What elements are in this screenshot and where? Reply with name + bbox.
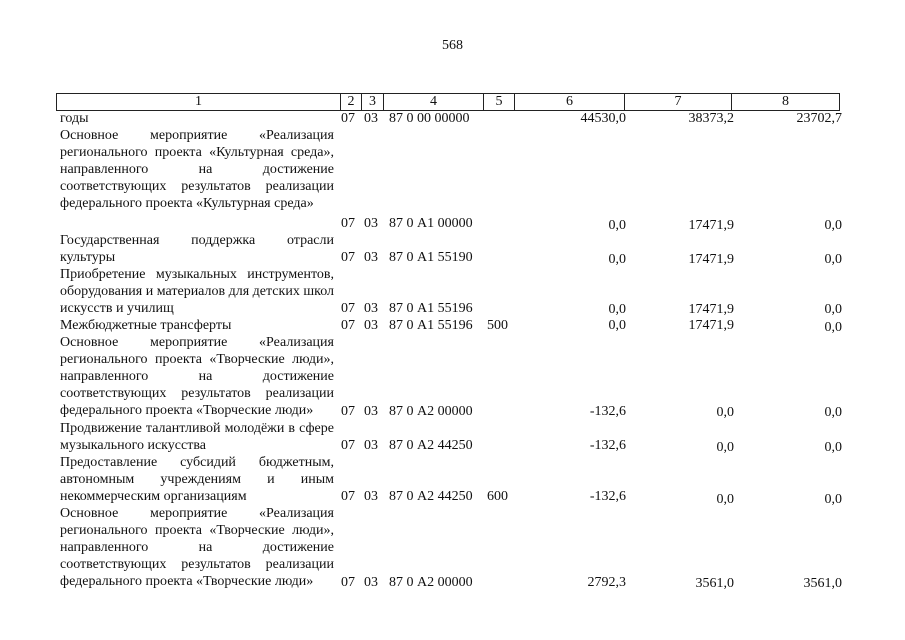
row-subsection: 03 [364, 216, 378, 231]
header-col-3: 3 [362, 94, 384, 111]
row-value-7: 17471,9 [688, 318, 734, 333]
row-value-8: 23702,7 [796, 111, 842, 126]
row-value-6: -132,6 [589, 489, 626, 504]
row-value-7: 17471,9 [688, 252, 734, 267]
row-subsection: 03 [364, 301, 378, 316]
row-value-6: 0,0 [608, 218, 626, 233]
row-section: 07 [341, 489, 355, 504]
row-value-8: 0,0 [824, 218, 842, 233]
row-expense-type: 500 [487, 318, 508, 333]
row-target-code: 87 0 А1 55190 [389, 250, 473, 265]
row-value-7: 17471,9 [688, 218, 734, 233]
row-value-8: 3561,0 [803, 576, 842, 591]
row-target-code: 87 0 А2 44250 [389, 438, 473, 453]
row-section: 07 [341, 438, 355, 453]
row-expense-type: 600 [487, 489, 508, 504]
row-value-7: 17471,9 [688, 302, 734, 317]
page-number: 568 [442, 38, 463, 53]
row-value-7: 0,0 [716, 492, 734, 507]
table-header [56, 93, 840, 111]
row-value-6: 0,0 [608, 252, 626, 267]
row-section: 07 [341, 301, 355, 316]
row-section: 07 [341, 216, 355, 231]
row-target-code: 87 0 А1 55196 [389, 318, 473, 333]
row-value-7: 3561,0 [695, 576, 734, 591]
header-col-2: 2 [341, 94, 362, 111]
row-subsection: 03 [364, 438, 378, 453]
row-section: 07 [341, 575, 355, 590]
row-section: 07 [341, 318, 355, 333]
row-subsection: 03 [364, 404, 378, 419]
row-name: Предоставление субсидий бюджетным, автономным учреждениям и иным некоммерческим организациям [60, 455, 334, 504]
row-target-code: 87 0 А1 55196 [389, 301, 473, 316]
header-col-5: 5 [484, 94, 515, 111]
row-target-code: 87 0 А2 00000 [389, 575, 473, 590]
row-subsection: 03 [364, 250, 378, 265]
row-value-6: 0,0 [608, 302, 626, 317]
row-value-6: 2792,3 [587, 575, 626, 590]
row-subsection: 03 [364, 111, 378, 126]
row-value-7: 38373,2 [688, 111, 734, 126]
row-value-7: 0,0 [716, 440, 734, 455]
row-name: Основное мероприятие «Реализация регионального проекта «Творческие люди», направленного на достижение соответствующих результатов реализации федерального проекта «Творческие люди» [60, 506, 334, 589]
row-target-code: 87 0 А2 44250 [389, 489, 473, 504]
row-section: 07 [341, 111, 355, 126]
header-col-8: 8 [732, 94, 840, 111]
row-value-8: 0,0 [824, 320, 842, 335]
row-subsection: 03 [364, 318, 378, 333]
row-name: Государственная поддержка отрасли культуры [60, 233, 334, 265]
row-name: Продвижение талантливой молодёжи в сфере музыкального искусства [60, 421, 334, 453]
row-name: Межбюджетные трансферты [60, 318, 232, 333]
row-value-8: 0,0 [824, 440, 842, 455]
row-value-6: -132,6 [589, 438, 626, 453]
row-name: Приобретение музыкальных инструментов, оборудования и материалов для детских школ искусств и училищ [60, 267, 334, 316]
row-name: годы [60, 111, 89, 126]
row-value-6: 44530,0 [580, 111, 626, 126]
row-target-code: 87 0 00 00000 [389, 111, 470, 126]
row-subsection: 03 [364, 489, 378, 504]
row-value-6: -132,6 [589, 404, 626, 419]
row-subsection: 03 [364, 575, 378, 590]
row-value-6: 0,0 [608, 318, 626, 333]
row-value-8: 0,0 [824, 302, 842, 317]
row-name: Основное мероприятие «Реализация регионального проекта «Культурная среда», направленного на достижение соответствующих результатов реализации федерального проекта «Культурная среда» [60, 128, 334, 211]
row-value-8: 0,0 [824, 252, 842, 267]
row-section: 07 [341, 250, 355, 265]
row-value-7: 0,0 [716, 405, 734, 420]
header-col-4: 4 [384, 94, 484, 111]
row-target-code: 87 0 А2 00000 [389, 404, 473, 419]
row-value-8: 0,0 [824, 492, 842, 507]
header-col-7: 7 [625, 94, 732, 111]
row-target-code: 87 0 А1 00000 [389, 216, 473, 231]
row-section: 07 [341, 404, 355, 419]
row-name: Основное мероприятие «Реализация регионального проекта «Творческие люди», направленного на достижение соответствующих результатов реализации федерального проекта «Творческие люди» [60, 335, 334, 418]
header-col-1: 1 [57, 94, 341, 111]
row-value-8: 0,0 [824, 405, 842, 420]
header-col-6: 6 [515, 94, 625, 111]
